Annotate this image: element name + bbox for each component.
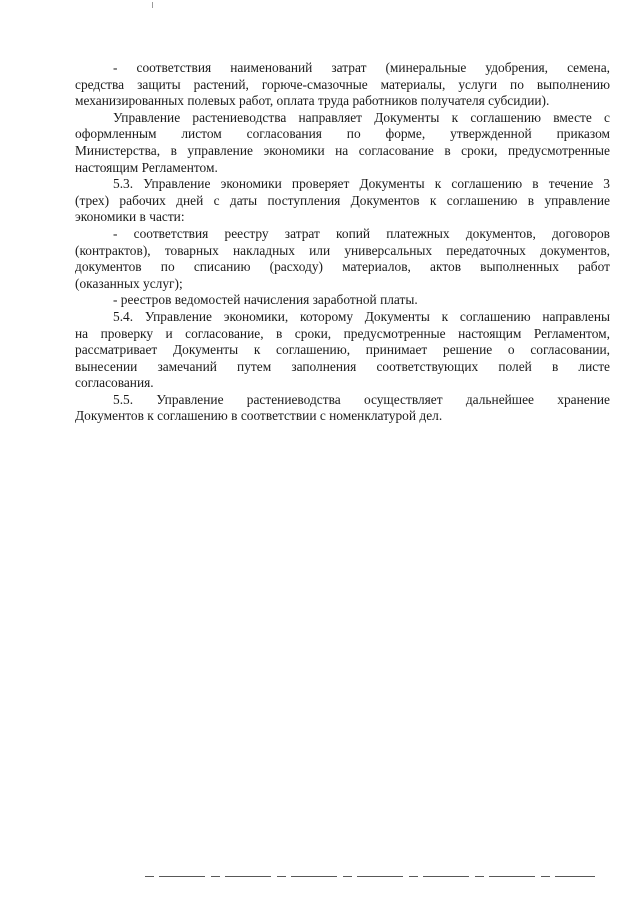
text-line: Управление растениеводства направляет Документы к соглашению вместе с [113,109,610,125]
text-line: - соответствия реестру затрат копий платежных документов, договоров [113,225,610,241]
scan-mark [152,2,153,8]
text-line: - реестров ведомостей начисления заработной платы. [113,292,418,308]
bottom-rule [145,876,595,877]
text-line: рассматривает Документы к соглашению, принимает решение о согласовании, [75,342,610,358]
text-line: (оказанных услуг); [75,275,183,291]
text-line: (трех) рабочих дней с даты поступления Документов к соглашению в управление [75,192,610,208]
text-line: Документов к соглашению в соответствии с номенклатурой дел. [75,408,443,424]
text-line: 5.5. Управление растениеводства осуществляет дальнейшее хранение [113,391,610,407]
text-line: экономики в части: [75,209,185,225]
text-line: средства защиты растений, горюче-смазочные материалы, услуги по выполнению [75,76,610,92]
document-body [75,60,610,425]
text-line: оформленным листом согласования по форме, утвержденной приказом [75,126,610,142]
text-line: механизированных полевых работ, оплата труда работников получателя субсидии). [75,93,550,109]
text-line: (контрактов), товарных накладных или универсальных передаточных документов, [75,242,610,258]
text-line: вынесении замечаний путем заполнения соответствующих полей в листе [75,358,610,374]
text-line: на проверку и согласование, в сроки, предусмотренные настоящим Регламентом, [75,325,610,341]
text-line: 5.4. Управление экономики, которому Документы к соглашению направлены [113,308,610,324]
text-line: документов по списанию (расходу) материалов, актов выполненных работ [75,259,610,275]
text-line: согласования. [75,375,154,391]
text-line: Министерства, в управление экономики на согласование в сроки, предусмотренные [75,142,610,158]
text-line: 5.3. Управление экономики проверяет Документы к соглашению в течение 3 [113,176,610,192]
text-line: - соответствия наименований затрат (минеральные удобрения, семена, [113,60,610,75]
text-line: настоящим Регламентом. [75,159,218,175]
